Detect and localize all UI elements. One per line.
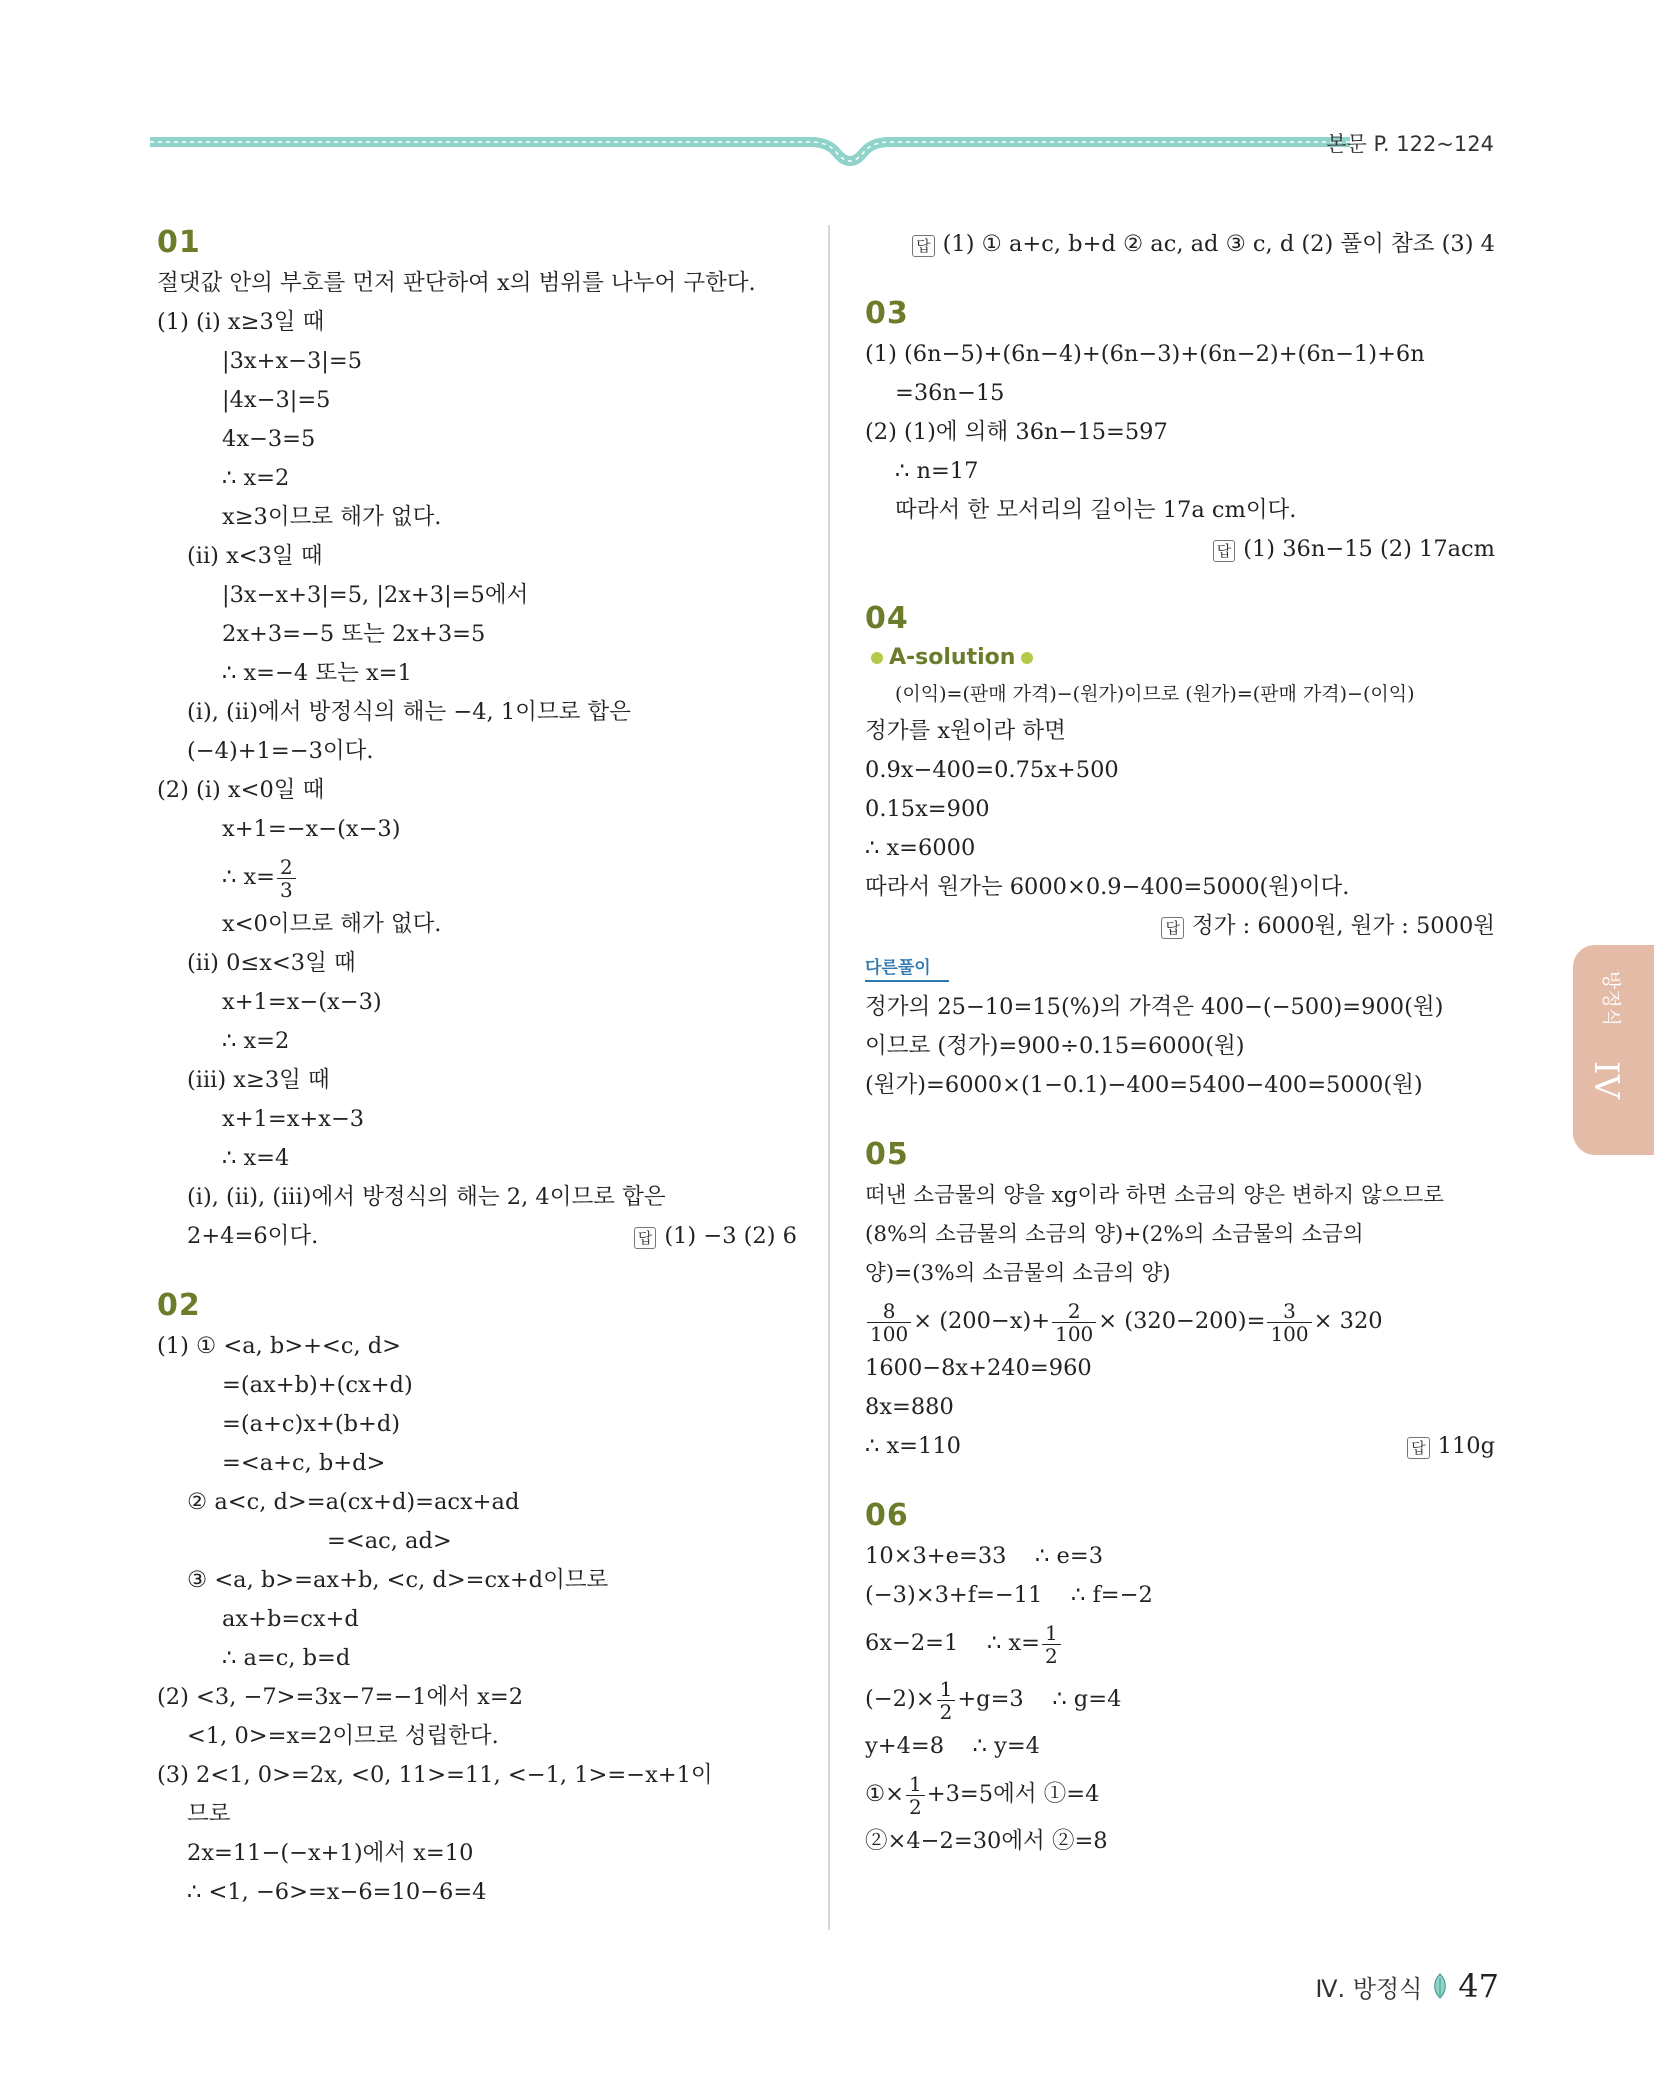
answer-badge: 답 [1213, 540, 1236, 562]
solution-text: (−2)× [865, 1686, 935, 1712]
solution-line: (2) <3, −7>=3x−7=−1에서 x=2 [157, 1684, 524, 1710]
answer-badge: 답 [1407, 1437, 1430, 1459]
footer-chapter-title: Ⅳ. 방정식 [1315, 1974, 1423, 2003]
question-number: 01 [157, 225, 201, 260]
solution-line: 절댓값 안의 부호를 먼저 판단하여 x의 범위를 나누어 구한다. [157, 270, 756, 296]
question-04 [865, 601, 1495, 1105]
fraction-denominator: 100 [1055, 1321, 1094, 1346]
solution-line: =36n−15 [895, 380, 1005, 406]
solution-line: 0.9x−400=0.75x+500 [865, 757, 1119, 783]
equation-text: × 320 [1313, 1308, 1383, 1334]
chapter-tab-numeral: IV [1585, 1061, 1626, 1099]
solution-line [157, 849, 797, 905]
fraction-numerator: 2 [1052, 1300, 1096, 1323]
solution-line: (2) (i) x<0일 때 [157, 777, 325, 803]
answer [1213, 530, 1495, 569]
solution-line: =<a+c, b+d> [222, 1450, 386, 1476]
solution-line: (−3)×3+f=−11 ∴ f=−2 [865, 1582, 1153, 1608]
solution-line: (ii) 0≤x<3일 때 [187, 950, 356, 976]
solution-line: =<ac, ad> [327, 1528, 452, 1554]
answer-badge: 답 [1161, 917, 1184, 939]
fraction [937, 1678, 956, 1723]
a-solution-title: A-solution [889, 645, 1016, 670]
solution-line: (i), (ii), (iii)에서 방정식의 해는 2, 4이므로 합은 [187, 1184, 666, 1210]
page-range: 본문 P. 122~124 [1326, 132, 1494, 156]
solution-line: ∴ x=4 [222, 1145, 290, 1171]
solution-line: (−4)+1=−3이다. [187, 738, 374, 764]
solution-line: 8x=880 [865, 1394, 954, 1420]
solution-line: ②×4−2=30에서 ②=8 [865, 1828, 1108, 1854]
solution-line: x+1=−x−(x−3) [222, 816, 401, 842]
solution-text: ∴ x= [222, 864, 276, 890]
solution-line: 므로 [187, 1801, 231, 1827]
question-number: 04 [865, 601, 909, 636]
solution-line: =(a+c)x+(b+d) [222, 1411, 401, 1437]
left-column [157, 225, 797, 1912]
question-number: 06 [865, 1498, 909, 1533]
alternative-solution-label: 다른풀이 [865, 956, 949, 982]
solution-line: x+1=x+x−3 [222, 1106, 365, 1132]
chapter-side-tab[interactable] [1573, 945, 1654, 1155]
question-01 [157, 225, 797, 1256]
solution-line: (3) 2<1, 0>=2x, <0, 11>=11, <−1, 1>=−x+1이 [157, 1762, 713, 1788]
solution-line [865, 1671, 1495, 1727]
answer-text: (1) ① a+c, b+d ② ac, ad ③ c, d (2) 풀이 참조 (3) 4 [942, 231, 1495, 257]
solution-line: ∴ a=c, b=d [222, 1645, 351, 1671]
question-03 [865, 296, 1495, 569]
solution-text: ①× [865, 1781, 905, 1807]
solution-line: 2x+3=−5 또는 2x+3=5 [222, 621, 486, 647]
fraction-numerator: 1 [1042, 1622, 1061, 1645]
solution-line: x≥3이므로 해가 없다. [222, 504, 442, 530]
fraction [1052, 1300, 1096, 1345]
a-solution-heading [865, 640, 1495, 676]
fraction-denominator: 100 [1270, 1321, 1309, 1346]
fraction-numerator: 2 [277, 856, 296, 879]
fraction-numerator: 1 [906, 1773, 925, 1796]
fraction [867, 1300, 911, 1345]
solution-line: 양)=(3%의 소금물의 소금의 양) [865, 1261, 1171, 1286]
question-number: 02 [157, 1288, 201, 1323]
equation-line [865, 1293, 1495, 1349]
solution-line: 2x=11−(−x+1)에서 x=10 [187, 1840, 474, 1866]
solution-line: 0.15x=900 [865, 796, 990, 822]
solution-line: y+4=8 ∴ y=4 [865, 1733, 1041, 1759]
fraction-denominator: 2 [1044, 1643, 1058, 1668]
leaf-icon [1432, 1973, 1448, 1999]
solution-line: 1600−8x+240=960 [865, 1355, 1092, 1381]
answer-row [865, 1427, 1495, 1466]
solution-line: 2+4=6이다. [187, 1223, 319, 1249]
question-02 [157, 1288, 797, 1912]
question-number: 05 [865, 1137, 909, 1172]
fraction-numerator: 3 [1267, 1300, 1311, 1323]
fraction-denominator: 100 [870, 1321, 909, 1346]
solution-line: ③ <a, b>=ax+b, <c, d>=cx+d이므로 [187, 1567, 609, 1593]
solution-line: =(ax+b)+(cx+d) [222, 1372, 413, 1398]
solution-line: |3x−x+3|=5, |2x+3|=5에서 [222, 582, 529, 608]
solution-line: (2) (1)에 의해 36n−15=597 [865, 419, 1168, 445]
answer [912, 225, 1495, 264]
solution-line: (iii) x≥3일 때 [187, 1067, 330, 1093]
solution-text: 6x−2=1 ∴ x= [865, 1630, 1040, 1656]
solution-line: (i), (ii)에서 방정식의 해는 −4, 1이므로 합은 [187, 699, 631, 725]
answer-text: (1) 36n−15 (2) 17acm [1243, 536, 1495, 562]
fraction-numerator: 8 [867, 1300, 911, 1323]
answer-badge: 답 [912, 235, 935, 257]
solution-line: (8%의 소금물의 소금의 양)+(2%의 소금물의 소금의 [865, 1222, 1364, 1247]
solution-text: +3=5에서 ①=4 [926, 1781, 1100, 1807]
solution-line: ∴ x=−4 또는 x=1 [222, 660, 412, 686]
fraction [1042, 1622, 1061, 1667]
page-number: 47 [1458, 1967, 1499, 2005]
solution-line: ② a<c, d>=a(cx+d)=acx+ad [187, 1489, 520, 1515]
fraction [906, 1773, 925, 1818]
answer-row [865, 907, 1495, 946]
bullet-dot-icon [1021, 652, 1033, 664]
bullet-dot-icon [871, 652, 883, 664]
equation-text: × (320−200)= [1098, 1308, 1266, 1334]
question-06 [865, 1498, 1495, 1861]
solution-line: |4x−3|=5 [222, 387, 331, 413]
chapter-tab-label: 방정식 [1600, 970, 1623, 1027]
solution-line: 정가를 x원이라 하면 [865, 718, 1066, 744]
solution-line: (1) (6n−5)+(6n−4)+(6n−3)+(6n−2)+(6n−1)+6n [865, 341, 1425, 367]
question-05 [865, 1137, 1495, 1466]
answer-row [157, 1217, 797, 1256]
solution-line: (원가)=6000×(1−0.1)−400=5400−400=5000(원) [865, 1072, 1423, 1098]
solution-text: +g=3 ∴ g=4 [957, 1686, 1122, 1712]
solution-line: ∴ x=2 [222, 465, 290, 491]
solution-line: ax+b=cx+d [222, 1606, 359, 1632]
solution-line [865, 1766, 1495, 1822]
answer-badge: 답 [634, 1227, 657, 1249]
answer [1407, 1427, 1495, 1466]
solution-line: 따라서 원가는 6000×0.9−400=5000(원)이다. [865, 874, 1350, 900]
solution-line: (1) ① <a, b>+<c, d> [157, 1333, 402, 1359]
solution-line: (ii) x<3일 때 [187, 543, 323, 569]
equation-text: × (200−x)+ [913, 1308, 1051, 1334]
fraction [1267, 1300, 1311, 1345]
solution-line: 따라서 한 모서리의 길이는 17a cm이다. [895, 497, 1297, 523]
header-ribbon [150, 120, 1350, 180]
solution-line: 4x−3=5 [222, 426, 316, 452]
a-solution-note: (이익)=(판매 가격)−(원가)이므로 (원가)=(판매 가격)−(이익) [895, 683, 1415, 705]
question-number: 03 [865, 296, 909, 331]
fraction-denominator: 2 [939, 1699, 953, 1724]
answer-text: (1) −3 (2) 6 [664, 1223, 797, 1249]
solution-line [865, 1615, 1495, 1671]
page-footer [1315, 1967, 1499, 2005]
answer-row [865, 530, 1495, 569]
solution-line: (1) (i) x≥3일 때 [157, 309, 325, 335]
solution-line: x<0이므로 해가 없다. [222, 911, 442, 937]
answer [1161, 907, 1495, 946]
answer-text: 110g [1437, 1433, 1495, 1459]
solution-line: 떠낸 소금물의 양을 xg이라 하면 소금의 양은 변하지 않으므로 [865, 1183, 1445, 1208]
fraction [277, 856, 296, 901]
solution-line: ∴ <1, −6>=x−6=10−6=4 [187, 1879, 487, 1905]
answer-row [865, 225, 1495, 264]
fraction-denominator: 3 [280, 877, 293, 902]
solution-line: ∴ n=17 [895, 458, 979, 484]
solution-line: x+1=x−(x−3) [222, 989, 382, 1015]
column-divider [828, 225, 830, 1930]
fraction-denominator: 2 [909, 1794, 922, 1819]
answer [634, 1217, 797, 1256]
solution-line: 10×3+e=33 ∴ e=3 [865, 1543, 1104, 1569]
solution-line: 이므로 (정가)=900÷0.15=6000(원) [865, 1033, 1245, 1059]
solution-line: ∴ x=110 [865, 1433, 961, 1459]
solution-line: ∴ x=2 [222, 1028, 290, 1054]
solution-line: ∴ x=6000 [865, 835, 976, 861]
fraction-numerator: 1 [937, 1678, 956, 1701]
solution-line: |3x+x−3|=5 [222, 348, 363, 374]
solution-line: <1, 0>=x=2이므로 성립한다. [187, 1723, 499, 1749]
right-column [865, 225, 1495, 1861]
solution-line: 정가의 25−10=15(%)의 가격은 400−(−500)=900(원) [865, 994, 1444, 1020]
answer-text: 정가 : 6000원, 원가 : 5000원 [1191, 913, 1495, 939]
